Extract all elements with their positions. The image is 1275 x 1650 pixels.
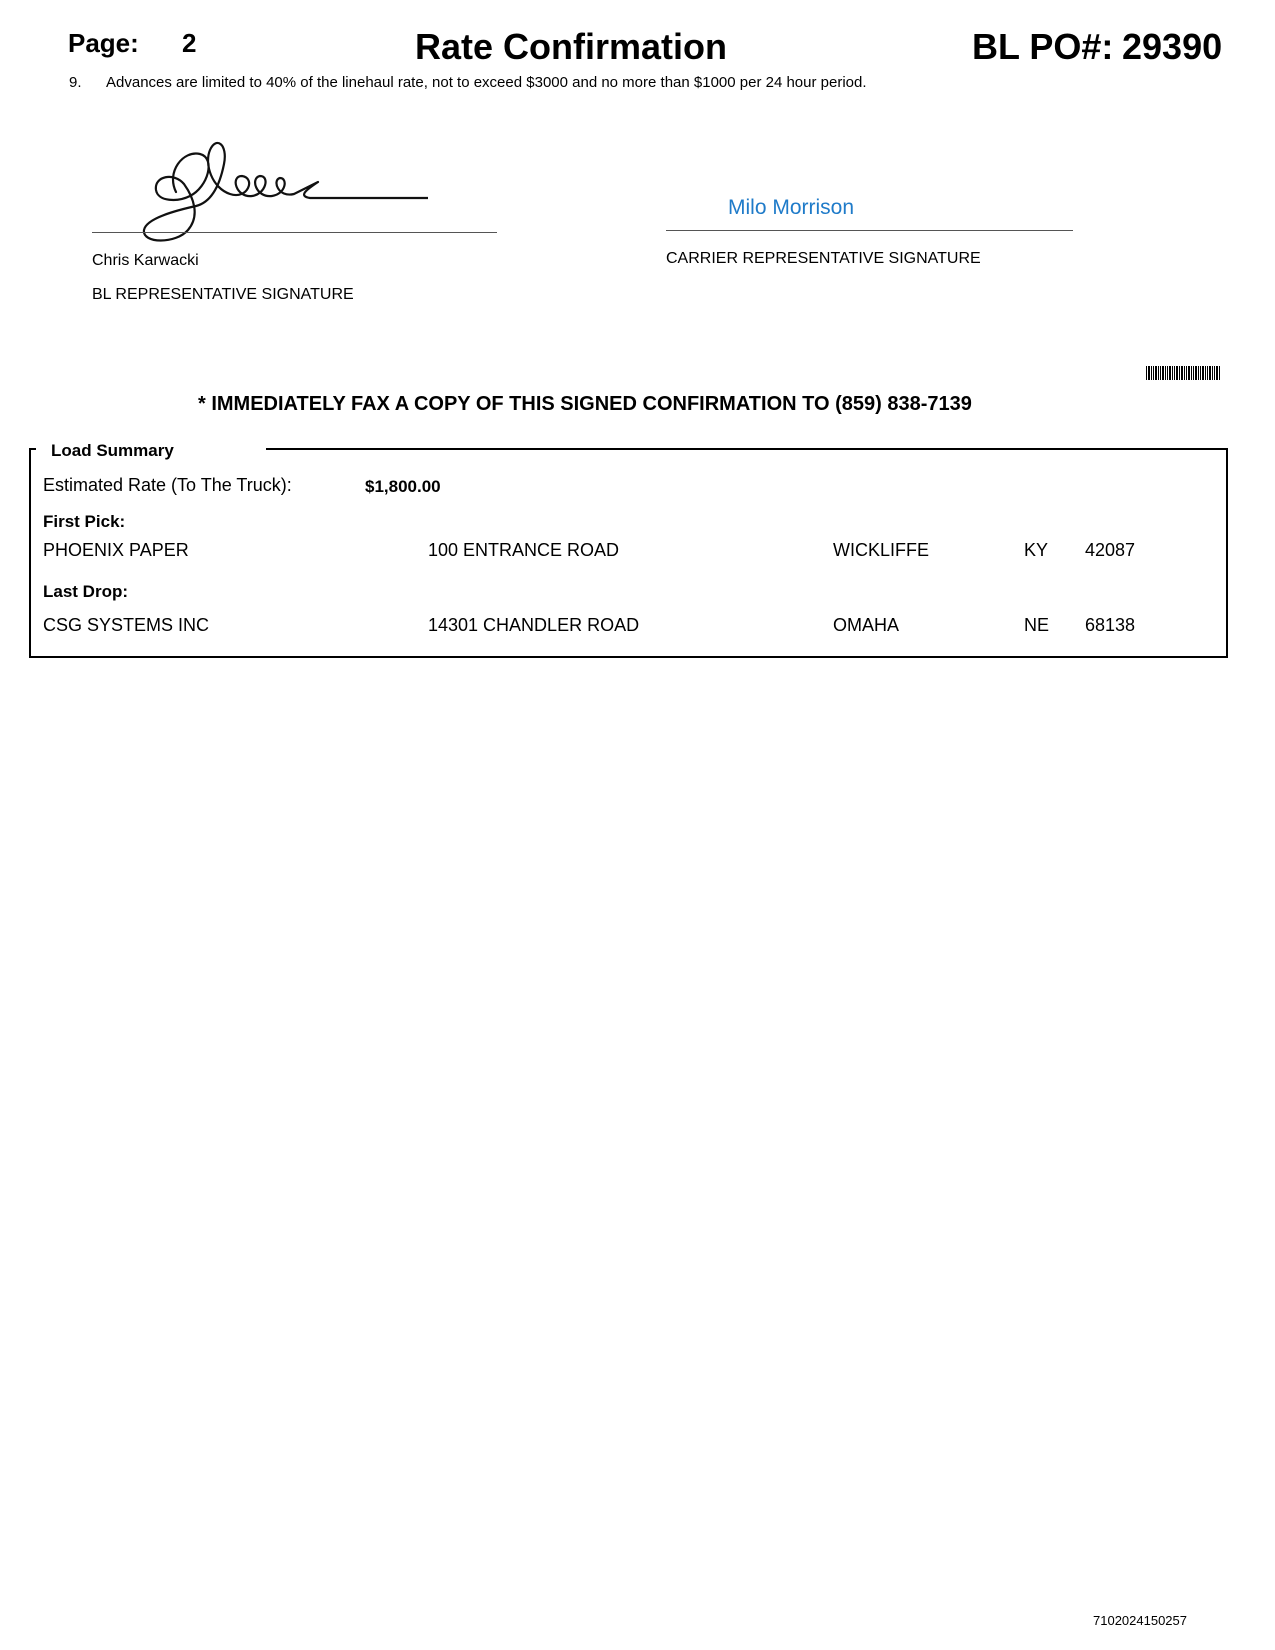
carrier-representative-label: CARRIER REPRESENTATIVE SIGNATURE: [666, 250, 981, 267]
document-title: Rate Confirmation: [415, 26, 728, 67]
last-drop-zip: 68138: [1085, 615, 1136, 635]
first-pick-zip: 42087: [1085, 540, 1136, 560]
barcode: [1146, 366, 1220, 380]
page-label: Page:: [68, 28, 139, 58]
bl-representative-label: BL REPRESENTATIVE SIGNATURE: [92, 286, 354, 303]
document-id: 7102024150257: [1093, 1613, 1187, 1628]
first-pick-name: PHOENIX PAPER: [43, 540, 189, 560]
carrier-signature-line: [666, 230, 1073, 231]
last-drop-city: OMAHA: [833, 615, 900, 635]
po-label: BL PO#:: [972, 26, 1114, 67]
first-pick-label: First Pick:: [43, 512, 126, 531]
handwritten-signature: [138, 132, 428, 254]
first-pick-address: 100 ENTRANCE ROAD: [428, 540, 620, 560]
bl-signature-line: [92, 232, 497, 233]
carrier-representative-name: Milo Morrison: [728, 196, 855, 219]
po-number: 29390: [1122, 26, 1223, 67]
estimated-rate-label: Estimated Rate (To The Truck):: [43, 475, 292, 495]
first-pick-state: KY: [1024, 540, 1049, 560]
page-number: 2: [182, 28, 197, 58]
bl-representative-name: Chris Karwacki: [92, 252, 199, 269]
load-summary-legend: Load Summary: [51, 441, 174, 460]
terms-item-number: 9.: [69, 74, 82, 91]
estimated-rate-value: $1,800.00: [365, 477, 441, 496]
first-pick-city: WICKLIFFE: [833, 540, 930, 560]
terms-item-text: Advances are limited to 40% of the linehaul rate, not to exceed $3000 and no more than $1000 per 24 hour period.: [106, 74, 867, 91]
last-drop-state: NE: [1024, 615, 1050, 635]
last-drop-address: 14301 CHANDLER ROAD: [428, 615, 640, 635]
last-drop-label: Last Drop:: [43, 582, 128, 601]
fax-notice: * IMMEDIATELY FAX A COPY OF THIS SIGNED CONFIRMATION TO (859) 838-7139: [198, 393, 972, 415]
last-drop-name: CSG SYSTEMS INC: [43, 615, 210, 635]
